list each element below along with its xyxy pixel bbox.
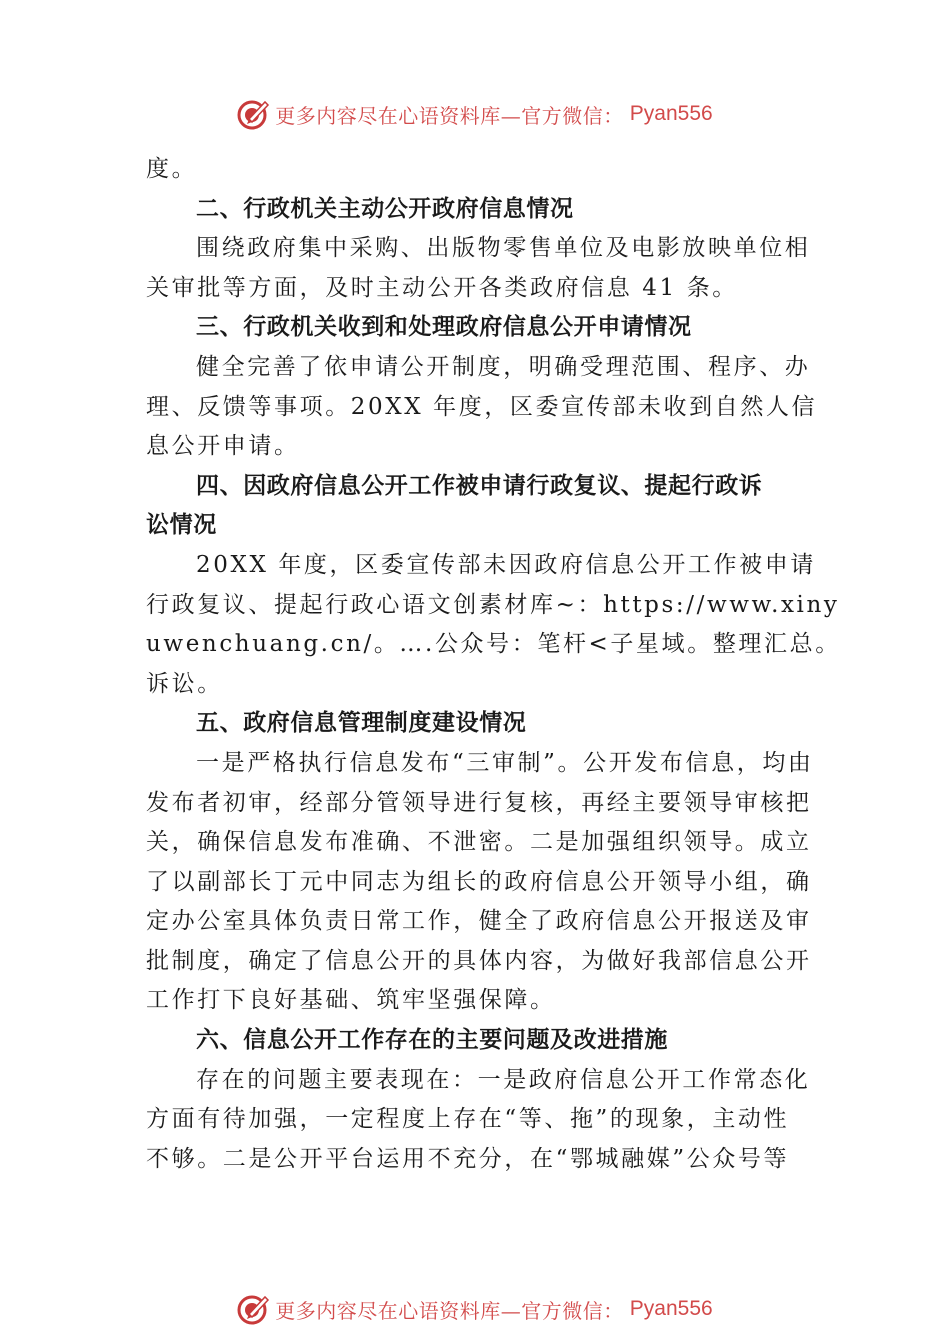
paragraph-line: 围绕政府集中采购、出版物零售单位及电影放映单位相 <box>196 235 811 262</box>
paragraph-line: 关审批等方面，及时主动公开各类政府信息 41 条。 <box>146 274 738 301</box>
watermark-text: 更多内容尽在心语资料库—官方微信： <box>275 1298 624 1323</box>
paragraph-line: uwenchuang.cn/。….公众号：笔杆<子星域。整理汇总。 <box>146 631 841 658</box>
paragraph-line: 不够。二是公开平台运用不充分，在“鄂城融媒”公众号等 <box>146 1145 790 1172</box>
pen-seal-logo-icon <box>237 97 271 131</box>
paragraph-line: 行政复议、提起行政心语文创素材库~：https://www.xiny <box>146 591 840 618</box>
paragraph-line: 工作打下良好基础、筑牢坚强保障。 <box>146 987 556 1014</box>
paragraph-line: 一是严格执行信息发布“三审制”。公开发布信息，均由 <box>196 749 814 776</box>
section-heading-line: 二、行政机关主动公开政府信息情况 <box>196 195 574 222</box>
section-heading-line: 五、政府信息管理制度建设情况 <box>196 710 527 737</box>
paragraph-line: 定办公室具体负责日常工作，健全了政府信息公开报送及审 <box>146 908 812 935</box>
document-body <box>146 150 841 1179</box>
paragraph-line: 方面有待加强，一定程度上存在“等、拖”的现象，主动性 <box>146 1106 790 1133</box>
paragraph-line: 健全完善了依申请公开制度，明确受理范围、程序、办 <box>196 353 811 380</box>
watermark-header <box>0 96 950 132</box>
section-heading-line: 三、行政机关收到和处理政府信息公开申请情况 <box>196 314 692 341</box>
pen-seal-logo-icon <box>237 1292 271 1326</box>
paragraph-line: 理、反馈等事项。20XX 年度，区委宣传部未收到自然人信 <box>146 393 818 420</box>
watermark-wechat-id: Pyan556 <box>629 102 713 125</box>
paragraph-line: 诉讼。 <box>146 670 223 697</box>
paragraph-line: 息公开申请。 <box>146 433 300 460</box>
section-heading-line: 四、因政府信息公开工作被申请行政复议、提起行政诉 <box>196 472 763 499</box>
watermark-text: 更多内容尽在心语资料库—官方微信： <box>275 103 624 128</box>
section-heading-line: 讼情况 <box>146 512 217 539</box>
paragraph-line: 存在的问题主要表现在：一是政府信息公开工作常态化 <box>196 1066 811 1093</box>
section-heading-line: 六、信息公开工作存在的主要问题及改进措施 <box>196 1027 668 1054</box>
paragraph-line: 关，确保信息发布准确、不泄密。二是加强组织领导。成立 <box>146 829 812 856</box>
paragraph-line: 发布者初审，经部分管领导进行复核，再经主要领导审核把 <box>146 789 812 816</box>
watermark-wechat-id: Pyan556 <box>629 1297 713 1320</box>
paragraph-line: 了以副部长丁元中同志为组长的政府信息公开领导小组，确 <box>146 868 812 895</box>
paragraph-line: 度。 <box>146 156 198 182</box>
paragraph-line: 20XX 年度，区委宣传部未因政府信息公开工作被申请 <box>196 551 816 578</box>
paragraph-line: 批制度，确定了信息公开的具体内容，为做好我部信息公开 <box>146 947 812 974</box>
watermark-footer <box>0 1291 950 1327</box>
